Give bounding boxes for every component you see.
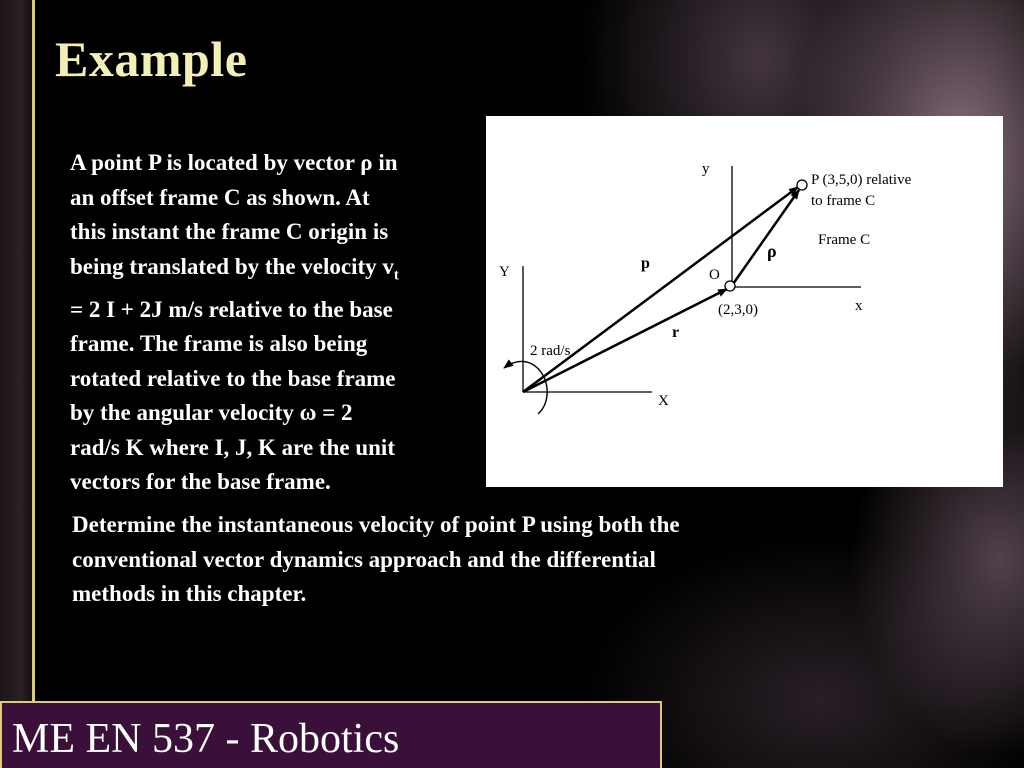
vector-p [523, 187, 798, 392]
paragraph1-line: rad/s K where I, J, K are the unit [70, 434, 395, 460]
paragraph2-line: methods in this chapter. [72, 581, 307, 606]
label-point-p-line2: to frame C [811, 193, 876, 209]
vector-r [523, 289, 727, 392]
label-p: p [641, 255, 650, 272]
label-rho: ρ [767, 241, 777, 261]
label-X: X [658, 393, 669, 409]
paragraph1-line: frame. The frame is also being [70, 331, 368, 357]
label-origin-coords: (2,3,0) [718, 302, 758, 318]
paragraph1-line: = 2 I + 2J m/s relative to the base [70, 296, 393, 322]
label-y: y [702, 161, 710, 177]
paragraph2-line: Determine the instantaneous velocity of point P using both the [72, 512, 680, 537]
velocity-subscript: t [393, 267, 399, 284]
course-title: ME EN 537 - Robotics [12, 716, 400, 762]
paragraph1-line-velocity [70, 250, 486, 293]
point-p [797, 180, 807, 190]
task-statement [72, 508, 852, 612]
label-rotation-rate: 2 rad/s [530, 343, 571, 359]
slide-title: Example [55, 31, 248, 87]
footer-banner [0, 701, 662, 768]
problem-statement [70, 146, 486, 500]
rotation-arrow [504, 361, 547, 414]
label-r: r [672, 324, 680, 341]
frame-diagram-svg [486, 116, 1003, 487]
paragraph1-line: an offset frame C as shown. At [70, 184, 370, 210]
label-x: x [855, 298, 863, 314]
vector-rho [733, 190, 799, 284]
paragraph1-line: rotated relative to the base frame [70, 365, 396, 391]
accent-line [32, 0, 35, 710]
left-bar [0, 0, 34, 768]
paragraph1-line: being translated by the velocity v [70, 253, 394, 279]
paragraph1-line: by the angular velocity ω = 2 [70, 400, 353, 426]
frame-diagram [486, 116, 1003, 487]
paragraph1-line: this instant the frame C origin is [70, 219, 389, 244]
label-frame-c: Frame C [818, 232, 871, 248]
paragraph2-line: conventional vector dynamics approach and the differential [72, 546, 656, 572]
paragraph1-line: A point P is located by vector ρ in [70, 150, 398, 175]
label-O: O [709, 267, 720, 283]
paragraph1-line: vectors for the base frame. [70, 469, 331, 495]
label-Y: Y [499, 264, 510, 280]
origin-point [725, 281, 735, 291]
label-point-p-line1: P (3,5,0) relative [811, 172, 912, 188]
